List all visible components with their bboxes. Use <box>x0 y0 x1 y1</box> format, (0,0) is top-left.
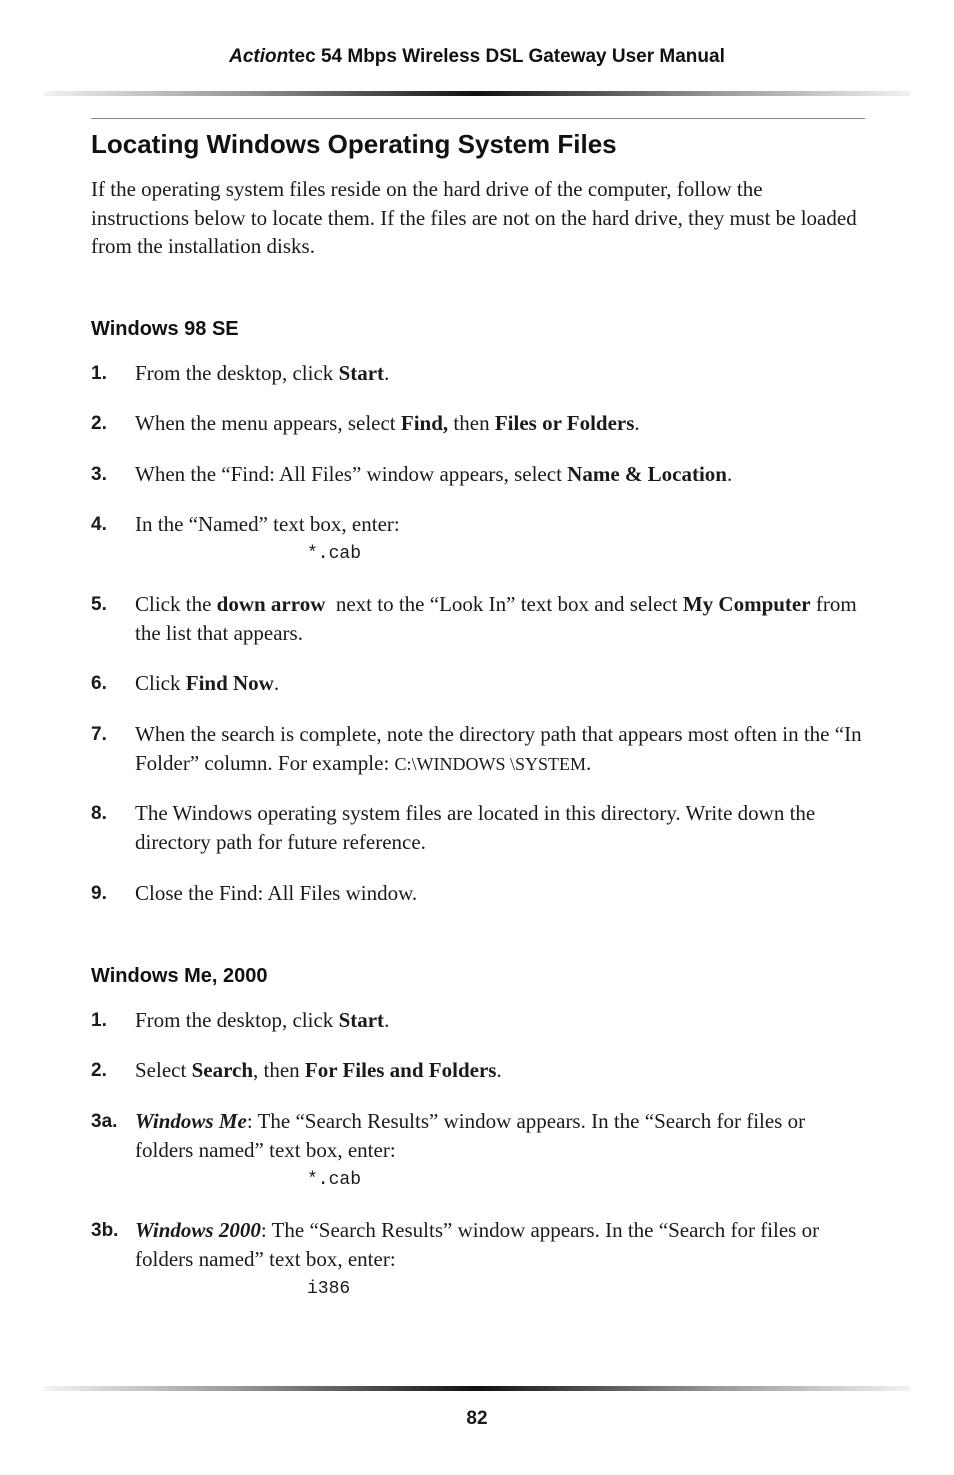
winme-step-1: 1. From the desktop, click Start. <box>91 1008 390 1032</box>
winme-code-cab: *.cab <box>307 1170 362 1190</box>
win98-step-2: 2. When the menu appears, select Find, then Files or Folders. <box>91 411 640 435</box>
win98-step-6: 6. Click Find Now. <box>91 671 280 695</box>
win98-step-5: 5. Click the down arrow next to the “Look In” text box and select My Computer from the list that appears. <box>91 592 857 645</box>
header-brand: Action <box>229 46 289 67</box>
win98-heading: Windows 98 SE <box>91 318 239 340</box>
win98-step-7: 7. When the search is complete, note the directory path that appears most often in the “In Folder” column. For example: C:\WINDOWS \SYSTEM. <box>91 722 862 775</box>
winme-code-i386: i386 <box>307 1279 351 1299</box>
winme-step-3b: 3b. Windows 2000: The “Search Results” window appears. In the “Search for files or folders named” text box, enter: <box>91 1218 820 1271</box>
winme-heading: Windows Me, 2000 <box>91 965 268 987</box>
win98-step-4: 4. In the “Named” text box, enter: <box>91 512 400 536</box>
header-rule <box>44 91 910 96</box>
header-title-text: tec 54 Mbps Wireless DSL Gateway User Manual <box>288 46 725 67</box>
winme-step-2: 2. Select Search, then For Files and Folders. <box>91 1058 502 1082</box>
page-number: 82 <box>466 1408 488 1429</box>
section-title: Locating Windows Operating System Files <box>91 129 617 159</box>
footer-rule <box>44 1386 910 1391</box>
section-divider <box>91 118 865 119</box>
win98-step-9: 9. Close the Find: All Files window. <box>91 881 418 905</box>
running-header <box>0 46 954 68</box>
win98-step-3: 3. When the “Find: All Files” window appears, select Name & Location. <box>91 462 733 486</box>
intro-paragraph: If the operating system files reside on the hard drive of the computer, follow the instructions below to locate them. If the files are not on the hard drive, they must be loaded from the installation disks. <box>91 177 857 258</box>
win98-code-cab: *.cab <box>307 544 362 564</box>
winme-step-3a: 3a. Windows Me: The “Search Results” window appears. In the “Search for files or folders named” text box, enter: <box>91 1109 806 1162</box>
win98-step-8: 8. The Windows operating system files are located in this directory. Write down the directory path for future reference. <box>91 801 816 854</box>
win98-step-1: 1. From the desktop, click Start. <box>91 361 390 385</box>
